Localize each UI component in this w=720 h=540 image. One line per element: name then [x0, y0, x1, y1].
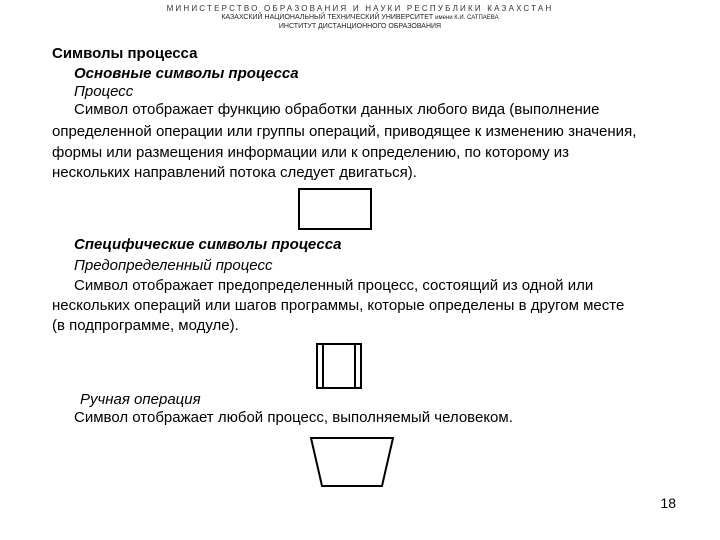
- predefined-desc-line: нескольких операций или шагов программы, которые определены в другом месте: [52, 297, 625, 314]
- predefined-desc-line: Символ отображает предопределенный процесс, состоящий из одной или: [74, 277, 594, 294]
- predefined-desc-line: (в подпрограмме, модуле).: [52, 317, 239, 334]
- university-suffix: имени К.И. САТПАЕВА: [435, 15, 499, 21]
- page-title: Символы процесса: [52, 45, 198, 62]
- process-term: Процесс: [74, 83, 134, 100]
- specific-symbols-heading: Специфические символы процесса: [74, 236, 342, 253]
- university-header: [0, 14, 720, 21]
- basic-symbols-heading: Основные символы процесса: [74, 65, 299, 82]
- predefined-process-term: Предопределенный процесс: [74, 257, 273, 274]
- process-desc-line: нескольких направлений потока следует двигаться).: [52, 164, 417, 181]
- university-name: КАЗАХСКИЙ НАЦИОНАЛЬНЫЙ ТЕХНИЧЕСКИЙ УНИВЕРСИТЕТ: [221, 14, 434, 21]
- institute-header: ИНСТИТУТ ДИСТАНЦИОННОГО ОБРАЗОВАНИЯ: [278, 23, 442, 30]
- manual-operation-term: Ручная операция: [80, 391, 201, 408]
- process-symbol: [298, 188, 372, 230]
- process-desc-line: формы или размещения информации или к определению, по которому из: [52, 144, 570, 161]
- predefined-process-symbol: [316, 343, 362, 389]
- ministry-header: МИНИСТЕРСТВО ОБРАЗОВАНИЯ И НАУКИ РЕСПУБЛИКИ КАЗАХСТАН: [166, 4, 554, 13]
- process-desc-line: Символ отображает функцию обработки данных любого вида (выполнение: [74, 101, 600, 118]
- manual-operation-desc: Символ отображает любой процесс, выполняемый человеком.: [74, 409, 513, 426]
- process-desc-line: определенной операции или группы операций, приводящее к изменению значения,: [52, 123, 637, 140]
- manual-operation-symbol: [310, 436, 394, 488]
- page-number: 18: [660, 495, 676, 511]
